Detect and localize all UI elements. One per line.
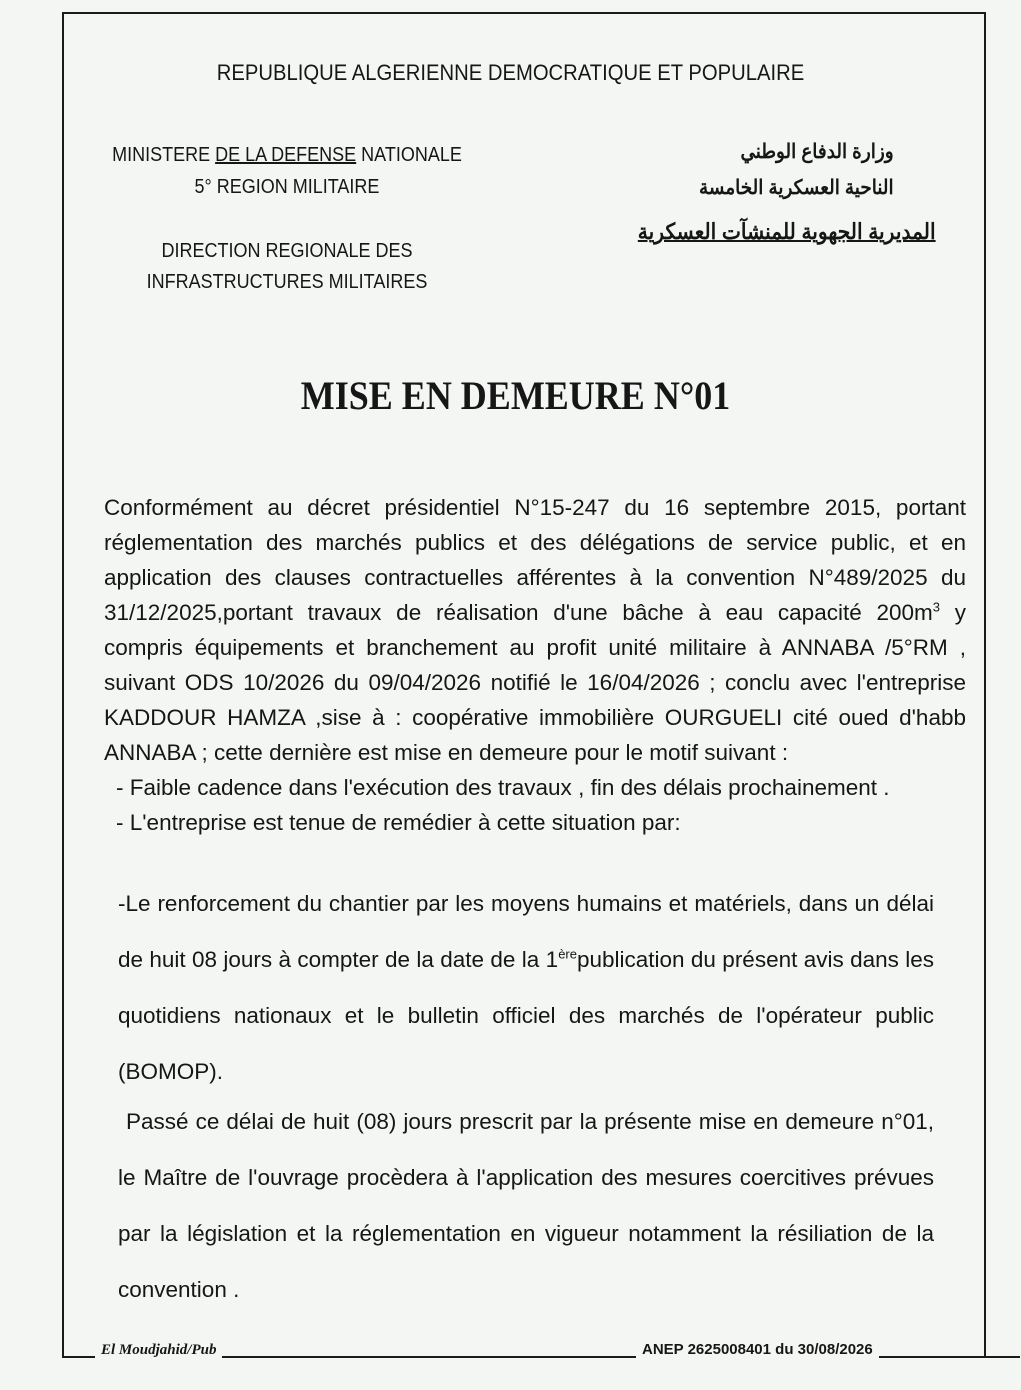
region-ar: الناحية العسكرية الخامسة <box>699 177 894 199</box>
republic-heading: REPUBLIQUE ALGERIENNE DEMOCRATIQUE ET POPULAIRE <box>216 60 805 85</box>
page-title: MISE EN DEMEURE N°01 <box>300 373 731 418</box>
bullet-2: - L'entreprise est tenue de remédier à cette situation par: <box>116 810 681 835</box>
cubic-superscript: 3 <box>932 599 940 615</box>
direction-ar: المديرية الجهوية للمنشآت العسكرية <box>637 219 936 244</box>
anep-reference: ANEP 2625008401 du 30/08/2026 <box>636 1341 879 1358</box>
region-fr: 5° REGION MILITAIRE <box>194 176 380 198</box>
paragraph-2-text-a: -Le renforcement du chantier par les moyens humains et matériels, dans un délai de huit 08 jours à compter de la date de la 1 <box>118 891 934 972</box>
bullet-1: - Faible cadence dans l'exécution des travaux , fin des délais prochainement . <box>116 775 890 800</box>
paragraph-2-text-b: publication du présent avis dans les quotidiens nationaux et le bulletin officiel des marchés de l'opérateur public (BOMOP). <box>118 947 934 1084</box>
paragraph-3 <box>118 1094 934 1318</box>
paragraph-2 <box>118 876 934 1100</box>
paragraph-1-text-a: Conformément au décret présidentiel N°15-247 du 16 septembre 2015, portant réglementation des marchés publics et des délégations de service public, et en application des clauses contractuelles afférentes à la convention N°489/2025 du 31/12/2025,portant travaux de réalisation d'une bâche à eau capacité 200m <box>104 495 966 625</box>
ministry-fr-line: MINISTERE DE LA DEFENSE NATIONALE <box>112 144 462 166</box>
direction-fr-line-2: INFRASTRUCTURES MILITAIRES <box>146 271 428 293</box>
main-body <box>104 490 966 840</box>
publisher-label: El Moudjahid/Pub <box>95 1342 222 1359</box>
ministry-fr-underlined: DE LA DEFENSE <box>215 144 357 166</box>
paragraph-1-text-b: y compris équipements et branchement au profit unité militaire à ANNABA /5°RM , suivant ODS 10/2026 du 09/04/2026 notifié le 16/04/2026 ; conclu avec l'entreprise KADDOUR HAMZA ,sise à : coopérative immobilière OURGUELI cité oued d'habb ANNABA ; cette dernière est mise en demeure pour le motif suivant : <box>104 600 966 765</box>
paragraph-1 <box>104 490 966 770</box>
paragraph-3-text: Passé ce délai de huit (08) jours prescrit par la présente mise en demeure n°01, le Maître de l'ouvrage procèdera à l'application des mesures coercitives prévues par la législation et la réglementation en vigueur notamment la résiliation de la convention . <box>118 1109 934 1302</box>
direction-fr-line-1: DIRECTION REGIONALE DES <box>161 240 413 262</box>
ministry-ar: وزارة الدفاع الوطني <box>740 141 894 163</box>
ordinal-superscript: ère <box>558 946 577 962</box>
ministry-fr <box>94 140 481 170</box>
